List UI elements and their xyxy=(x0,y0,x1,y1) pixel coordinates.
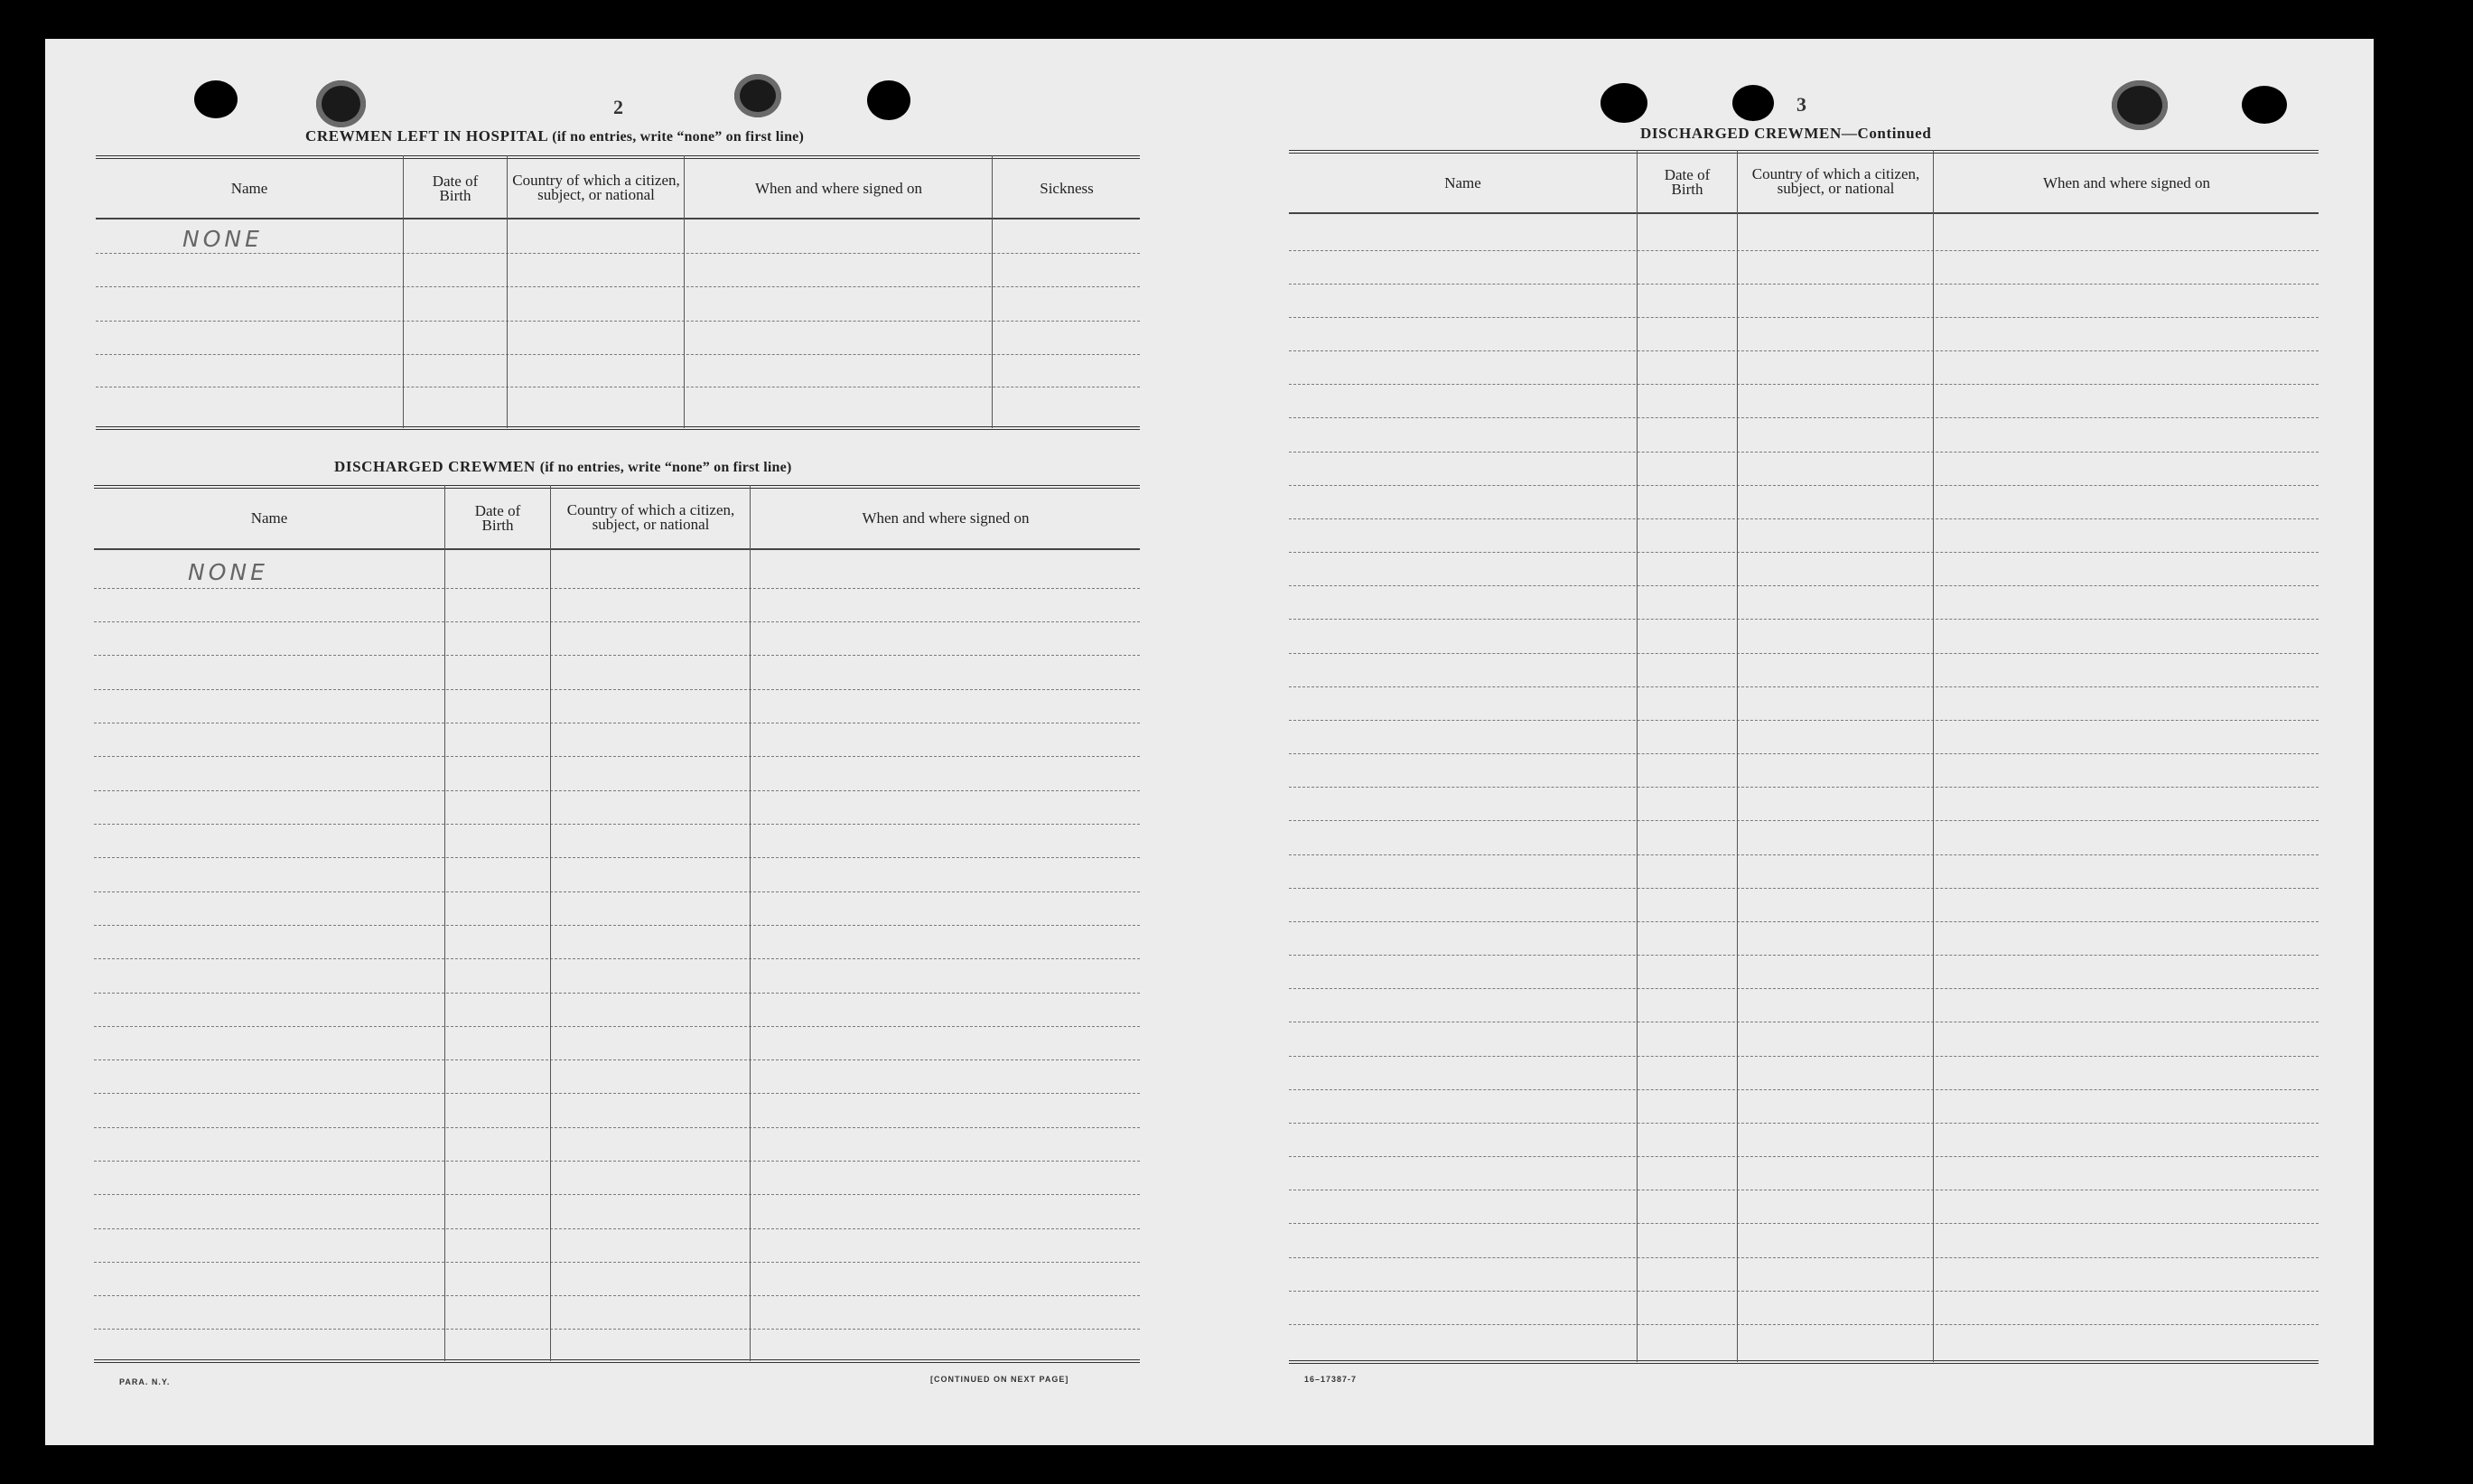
column-header-name: Name xyxy=(230,179,268,197)
form-number: 16–17387-7 xyxy=(1304,1375,1358,1384)
punch-hole xyxy=(734,74,781,117)
discharged-note: (if no entries, write “none” on first line) xyxy=(539,460,792,475)
hospital-table xyxy=(96,155,1140,432)
punch-hole xyxy=(2242,86,2287,124)
page-number: 3 xyxy=(1796,93,1806,116)
column-header-signed-on: When and where signed on xyxy=(754,179,923,197)
handwritten-none: NONE xyxy=(188,559,268,585)
hospital-title: CREWMEN LEFT IN HOSPITAL xyxy=(305,127,548,145)
hospital-note: (if no entries, write “none” on first line) xyxy=(552,129,804,145)
folded-corner xyxy=(2348,1332,2374,1445)
column-header-date-of-birth: Date of Birth xyxy=(474,502,521,534)
discharged-title: DISCHARGED CREWMEN xyxy=(334,458,536,475)
column-header-name: Name xyxy=(1444,173,1481,191)
punch-hole xyxy=(1732,85,1774,121)
column-header-country: Country of which a citizen, subject, or national xyxy=(1751,165,1920,197)
column-header-country: Country of which a citizen, subject, or national xyxy=(566,501,735,533)
column-header-date-of-birth: Date of Birth xyxy=(432,173,479,204)
column-header-signed-on: When and where signed on xyxy=(862,509,1030,527)
column-header-date-of-birth: Date of Birth xyxy=(1664,166,1711,198)
hospital-section-title xyxy=(305,127,804,145)
punch-hole xyxy=(2112,80,2168,130)
discharged-section-title xyxy=(334,458,791,476)
punch-hole xyxy=(316,80,366,127)
column-header-sickness: Sickness xyxy=(1040,179,1094,197)
column-header-name: Name xyxy=(250,509,288,527)
punch-hole xyxy=(1600,83,1647,123)
discharged-continued-table xyxy=(1289,150,2319,1369)
discharged-table xyxy=(94,485,1140,1368)
handwritten-none: NONE xyxy=(182,226,263,252)
printer-mark: PARA. N.Y. xyxy=(119,1377,171,1386)
punch-hole xyxy=(867,80,910,120)
column-header-country: Country of which a citizen, subject, or national xyxy=(512,172,680,203)
page-number: 2 xyxy=(613,96,623,118)
punch-hole xyxy=(194,80,238,118)
discharged-continued-title: DISCHARGED CREWMEN—Continued xyxy=(1640,125,1932,142)
column-header-signed-on: When and where signed on xyxy=(2042,173,2211,191)
continued-note: [CONTINUED ON NEXT PAGE] xyxy=(930,1375,1069,1384)
